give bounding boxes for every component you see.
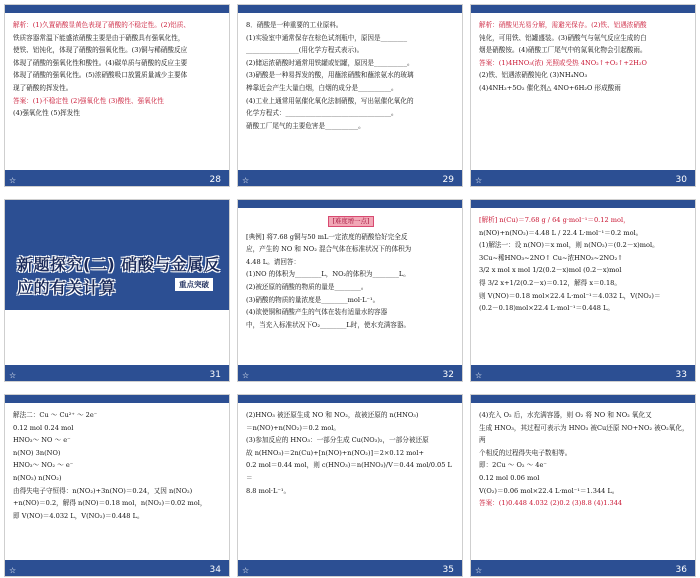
text-line: (1)实验室中通常保存在棕色试剂瓶中，原因是________ [246, 33, 407, 42]
text-line: (3)参加反应的 HNO₃：一部分生成 Cu(NO₃)₂，一部分被还原 [246, 436, 429, 445]
text-line: 现了硝酸的挥发性。 [13, 83, 73, 92]
slide-body [479, 19, 689, 166]
text-line: 解法二：Cu ～ Cu²⁺ ～ 2e⁻ [13, 411, 98, 419]
slide-bottom-bar [238, 365, 462, 381]
text-line: HNO₃～ NO ～ e⁻ [13, 436, 71, 445]
slide-body [246, 409, 456, 556]
slide-thumbnail-4[interactable] [4, 199, 230, 382]
text-line: V(O₂)＝0.06 mol×22.4 L·mol⁻¹＝1.344 L。 [479, 486, 619, 495]
text-line: ________________(用化学方程式表示)。 [246, 46, 364, 55]
text-line: 8．硝酸是一种重要的工业原料。 [246, 21, 343, 29]
star-icon[interactable]: ☆ [242, 566, 250, 575]
star-icon[interactable]: ☆ [475, 176, 483, 185]
text-line: 生成 HNO₃，其过程可表示为 HNO₃ 被Cu还原 NO+NO₂ 被O₂氧化，两 [479, 423, 689, 445]
text-line: 得 3/2 x+1/2(0.2－x)＝0.12，解得 x＝0.18。 [479, 278, 621, 287]
slide-number: 29 [442, 175, 454, 185]
text-line: (2)铁、铝遇浓硝酸钝化 (3)NH₄NO₃ [479, 71, 588, 80]
slide-number: 36 [675, 565, 687, 575]
slide-thumbnail-1[interactable] [4, 4, 230, 187]
slide-body [246, 19, 456, 166]
text-line: 体现了硝酸的强氧化性。(5)浓硝酸吸口放置质量减少主要体 [13, 71, 188, 80]
text-line: (4)强氧化性 (5)挥发性 [13, 109, 80, 118]
slide-thumbnail-5[interactable] [237, 199, 463, 382]
text-line: 棒靠近会产生大量白烟，白烟的成分是__________。 [246, 83, 398, 92]
slide-thumbnail-3[interactable] [470, 4, 696, 187]
slide-bottom-bar [471, 365, 695, 381]
text-line: 3/2 x mol x mol 1/2(0.2－x)mol (0.2－x)mol [479, 266, 622, 275]
star-icon[interactable]: ☆ [242, 176, 250, 185]
slide-bottom-bar [471, 560, 695, 576]
text-line: 个相反的过程得失电子数相等。 [479, 448, 572, 457]
slide-body [479, 409, 689, 556]
star-icon[interactable]: ☆ [9, 176, 17, 185]
text-line: (3)硝酸是一种易挥发的酸，用蘸浓硝酸和蘸浓氨水的玻璃 [246, 71, 414, 80]
text-line: [解析] n(Cu)＝7.68 g / 64 g·mol⁻¹＝0.12 mol， [479, 216, 630, 224]
text-line: (3)硝酸的物质的量浓度是________mol·L⁻¹。 [246, 295, 380, 304]
difficulty-tag: [难度增一点] [328, 216, 375, 227]
slide-number: 31 [209, 370, 221, 380]
slide-top-bar [471, 395, 695, 403]
text-line: 铁质容器常温下能盛浓硝酸主要是由于硝酸具有强氧化性， [13, 33, 185, 42]
text-line: 0.12 mol 0.06 mol [479, 473, 540, 482]
text-line: (1)解法一：设 n(NO)＝x mol，则 n(NO₂)＝(0.2－x)mol。 [479, 241, 659, 250]
slide-body [13, 409, 223, 556]
text-line: 烟是硝酸铵。(4)硝酸工厂尾气中的氮氧化物会引起酸雨。 [479, 46, 647, 55]
text-line: (4)工业上通常用氨催化氧化法制硝酸，写出氨催化氧化的 [246, 96, 414, 105]
text-line: 故 n(HNO₃)＝2n(Cu)+[n(NO)+n(NO₂)]＝2×0.12 mol+ [246, 448, 425, 457]
text-line: n(NO)+n(NO₂)＝4.48 L / 22.4 L·mol⁻¹＝0.2 mol。 [479, 228, 643, 237]
text-line: (4)4NH₃+5O₂ 催化剂△ 4NO+6H₂O 形成酸雨 [479, 83, 621, 92]
slide-thumbnail-8[interactable] [237, 394, 463, 577]
slide-number: 32 [442, 370, 454, 380]
slide-top-bar [471, 200, 695, 208]
text-line: 体现了硝酸的强氧化性和酸性。(4)碳单质与硝酸的反应主要 [13, 58, 188, 67]
text-line: ＝n(NO)+n(NO₂)＝0.2 mol。 [246, 423, 340, 432]
text-line: (0.2－0.18)mol×22.4 L·mol⁻¹＝0.448 L。 [479, 304, 615, 313]
blank-area [5, 310, 229, 367]
star-icon[interactable]: ☆ [475, 371, 483, 380]
slide-top-bar [238, 5, 462, 13]
slide-body [246, 214, 456, 361]
slide-top-bar [5, 200, 229, 208]
slide-number: 34 [209, 565, 221, 575]
text-line: 解析：(1)久置硝酸显黄色表现了硝酸的不稳定性。(2)铝质、 [13, 21, 190, 29]
slide-bottom-bar [5, 170, 229, 186]
slide-bottom-bar [5, 560, 229, 576]
text-line: [典例] 将7.68 g铜与50 mL一定浓度的硝酸恰好完全反 [246, 232, 408, 241]
slide-top-bar [5, 5, 229, 13]
text-line: (4)欲使铜和硝酸产生的气体在装有适量水的容器 [246, 308, 388, 317]
text-line: n(NO₂) n(NO₂) [13, 473, 62, 482]
slide-top-bar [238, 200, 462, 208]
text-line: 化学方程式：________________________________。 [246, 109, 398, 118]
slide-top-bar [238, 395, 462, 403]
text-line: 解析：硝酸见光易分解，需避光保存。(2)铁、铝遇浓硝酸 [479, 21, 647, 29]
star-icon[interactable]: ☆ [242, 371, 250, 380]
slide-number: 33 [675, 370, 687, 380]
star-icon[interactable]: ☆ [9, 566, 17, 575]
section-badge: 重点突破 [175, 278, 213, 291]
text-line: 答案：(1)0.448 4.032 (2)0.2 (3)8.8 (4)1.344 [479, 499, 623, 508]
slide-bottom-bar [238, 560, 462, 576]
text-line: (2)HNO₃ 被还原生成 NO 和 NO₂，故被还原的 n(HNO₃) [246, 411, 419, 419]
slide-body [479, 214, 689, 361]
text-line: 应，产生的 NO 和 NO₂ 混合气体在标准状况下的体积为 [246, 245, 412, 254]
text-line: 即 V(NO)＝4.032 L，V(NO₂)＝0.448 L。 [13, 511, 144, 520]
slide-thumbnail-9[interactable] [470, 394, 696, 577]
slide-thumbnail-2[interactable] [237, 4, 463, 187]
slide-bottom-bar [238, 170, 462, 186]
star-icon[interactable]: ☆ [475, 566, 483, 575]
section-heading: 新题探究(二) 硝酸与金属反应的有关计算 [17, 255, 221, 297]
text-line: 由得失电子守恒得：n(NO₂)+3n(NO)＝0.24，又因 n(NO₂) [13, 486, 193, 495]
slide-body [13, 19, 223, 166]
slide-top-bar [5, 395, 229, 403]
text-line: +n(NO)＝0.2，解得 n(NO)＝0.18 mol，n(NO₂)＝0.02 mol， [13, 499, 207, 508]
slide-number: 28 [209, 175, 221, 185]
text-line: (1)NO 的体积为________L，NO₂的体积为________L。 [246, 270, 410, 279]
text-line: 硝酸工厂尾气的主要危害是__________。 [246, 121, 365, 130]
text-line: 中，当充入标准状况下O₂________L时，使水充满容器。 [246, 320, 411, 329]
text-line: 钝化，可用铁、铝罐盛装。(3)硝酸气与氨气反应生成的白 [479, 33, 647, 42]
text-line: 0.2 mol＝0.44 mol，则 c(HNO₃)＝n(HNO₃)/V＝0.44 mol/0.05 L＝ [246, 461, 452, 482]
text-line: 0.12 mol 0.24 mol [13, 423, 74, 432]
text-line: (2)储运浓硝酸时通常用铁罐或铝罐，原因是__________。 [246, 58, 414, 67]
slide-bottom-bar [471, 170, 695, 186]
slide-number: 30 [675, 175, 687, 185]
text-line: (2)被还原的硝酸的物质的量是________。 [246, 282, 368, 291]
text-line: n(NO) 3n(NO) [13, 448, 61, 457]
text-line: 答案：(1)不稳定性 (2)强氧化性 (3)酸性、强氧化性 [13, 96, 164, 105]
text-line: 使铁、铝钝化，体现了硝酸的强氧化性。(3)铜与稀硝酸反应 [13, 46, 188, 55]
slide-thumbnail-6[interactable] [470, 199, 696, 382]
text-line: 3Cu~稀HNO₃~2NO↑ Cu~浓HNO₃~2NO₂↑ [479, 253, 623, 262]
text-line: 则 V(NO)＝0.18 mol×22.4 L·mol⁻¹＝4.032 L，V(NO₂)＝ [479, 291, 661, 300]
text-line: 4.48 L。请回答： [246, 257, 301, 266]
text-line: (4)充入 O₂ 后，水充满容器，则 O₂ 将 NO 和 NO₂ 氧化又 [479, 411, 652, 419]
slide-thumbnail-7[interactable] [4, 394, 230, 577]
text-line: 即：2Cu ～ O₂ ～ 4e⁻ [479, 461, 547, 470]
text-line: 答案：(1)4HNO₃(浓) 光照或受热 4NO₂↑+O₂↑+2H₂O [479, 58, 647, 67]
text-line: HNO₃～ NO₂ ～ e⁻ [13, 461, 74, 470]
text-line: 8.8 mol·L⁻¹。 [246, 486, 291, 495]
slide-top-bar [471, 5, 695, 13]
slide-bottom-bar [5, 365, 229, 381]
slide-number: 35 [442, 565, 454, 575]
star-icon[interactable]: ☆ [9, 371, 17, 380]
